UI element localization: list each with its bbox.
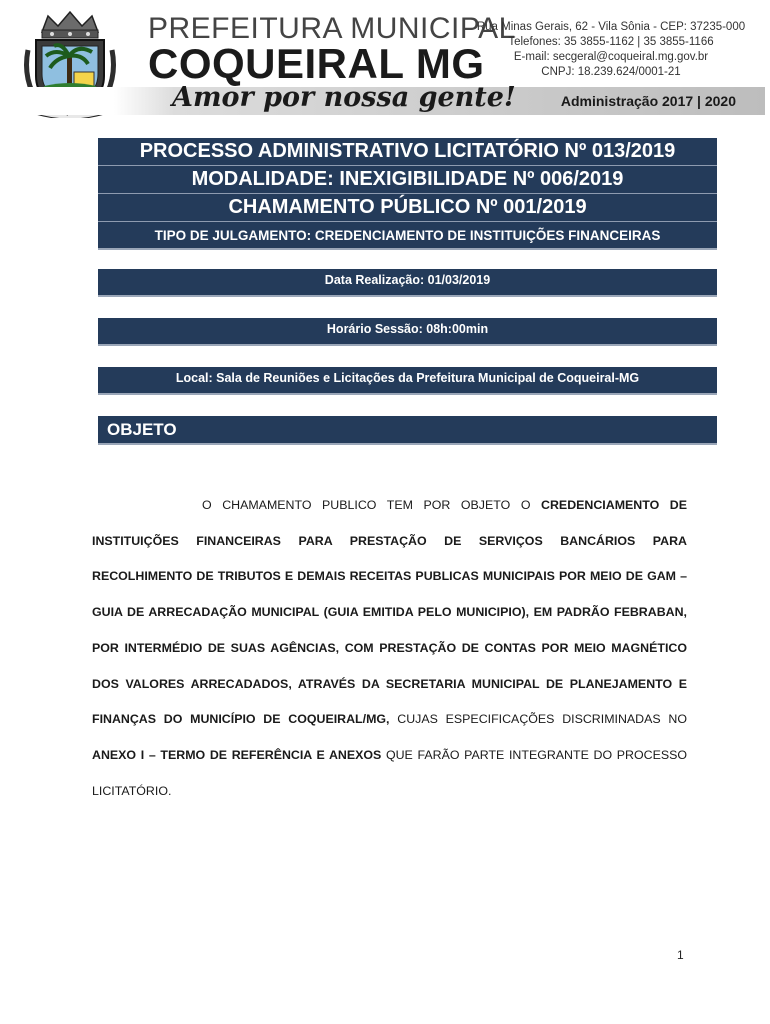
process-modality: MODALIDADE: INEXIGIBILIDADE Nº 006/2019 bbox=[98, 166, 717, 194]
judgment-type: TIPO DE JULGAMENTO: CREDENCIAMENTO DE INSTITUIÇÕES FINANCEIRAS bbox=[154, 228, 661, 243]
header-title-coqueiral: COQUEIRAL MG bbox=[148, 40, 485, 87]
objeto-text-closing: QUE FARÃO PARTE INTEGRANTE DO PROCESSO LICITATÓRIO. bbox=[92, 747, 688, 798]
contact-phones: Telefones: 35 3855-1162 | 35 3855-1166 bbox=[508, 36, 714, 48]
objeto-text-annex: ANEXO I – TERMO DE REFERÊNCIA E ANEXOS bbox=[92, 747, 382, 762]
slogan: Amor por nossa gente! bbox=[172, 82, 516, 113]
section-title-objeto: OBJETO bbox=[98, 416, 717, 445]
objeto-text-credenciamento: CREDENCIAMENTO DE INSTITUIÇÕES FINANCEIRAS PARA PRESTAÇÃO DE SERVIÇOS BANCÁRIOS PARA RECOLHIMENTO DE TRIBUTOS E DEMAIS RECEITAS PUBLICAS MUNICIPAIS POR MEIO DE GAM – GUIA DE ARRECADAÇÃO MUNICIPAL (GUIA EMITIDA PELO MUNICIPIO), EM PADRÃO FEBRABAN, POR INTERMÉDIO DE SUAS AGÊNCIAS, COM PRESTAÇÃO DE CONTAS POR MEIO MAGNÉTICO DOS VALORES ARRECADADOS, ATRAVÉS DA SECRETARIA MUNICIPAL DE PLANEJAMENTO E FINANÇAS DO MUNICÍPIO DE COQUEIRAL/MG, bbox=[92, 498, 687, 727]
contact-email: E-mail: secgeral@coqueiral.mg.gov.br bbox=[513, 51, 709, 63]
session-time-bar: Horário Sessão: 08h:00min bbox=[98, 318, 717, 346]
contact-address: Rua Minas Gerais, 62 - Vila Sônia - CEP: 37235-000 bbox=[476, 21, 746, 33]
process-header-box bbox=[98, 138, 717, 250]
objeto-text-specs: CUJAS ESPECIFICAÇÕES DISCRIMINADAS NO bbox=[389, 712, 688, 727]
public-call-number: CHAMAMENTO PÚBLICO Nº 001/2019 bbox=[98, 194, 717, 222]
contact-cnpj: CNPJ: 18.239.624/0001-21 bbox=[541, 66, 681, 78]
page-number: 1 bbox=[677, 948, 684, 962]
process-number: PROCESSO ADMINISTRATIVO LICITATÓRIO Nº 013/2019 bbox=[98, 138, 717, 166]
session-location-bar: Local: Sala de Reuniões e Licitações da Prefeitura Municipal de Coqueiral-MG bbox=[98, 367, 717, 395]
header-title-prefeitura: PREFEITURA MUNICIPAL bbox=[148, 12, 516, 45]
objeto-text-intro: O CHAMAMENTO PUBLICO TEM POR OBJETO O bbox=[202, 498, 542, 512]
objeto-paragraph bbox=[92, 488, 687, 809]
administration-term: Administração 2017 | 2020 bbox=[560, 93, 736, 109]
session-date-bar: Data Realização: 01/03/2019 bbox=[98, 269, 717, 297]
header-contact-block bbox=[466, 20, 756, 80]
